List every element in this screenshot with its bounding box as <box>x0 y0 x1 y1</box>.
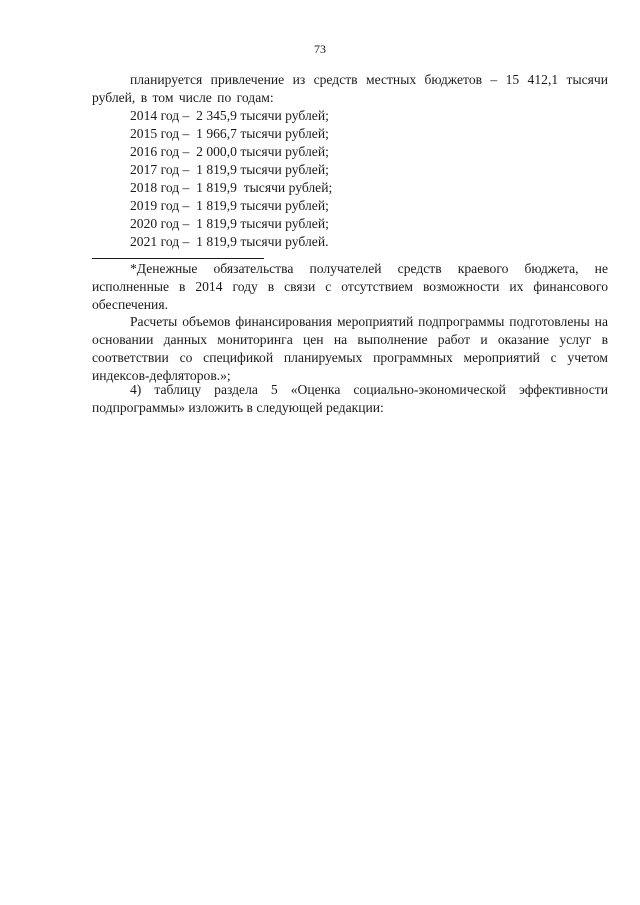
year-item-2015: 2015 год – 1 966,7 тысячи рублей; <box>130 126 329 141</box>
footnote-paragraph: *Денежные обязательства получателей средств краевого бюджета, не исполненные в 2014 году в связи с отсутствием возможности их финансового обеспечения. <box>92 261 608 312</box>
year-item-2019: 2019 год – 1 819,9 тысячи рублей; <box>130 198 329 213</box>
year-item-2014: 2014 год – 2 345,9 тысячи рублей; <box>130 108 329 123</box>
year-item-2016: 2016 год – 2 000,0 тысячи рублей; <box>130 144 329 159</box>
footnote-divider <box>92 258 264 259</box>
page-number: 73 <box>314 42 326 56</box>
intro-paragraph: планируется привлечение из средств местных бюджетов – 15 412,1 тысячи рублей, в том числе по годам: <box>92 72 608 105</box>
year-funding-list <box>130 107 332 251</box>
year-item-2017: 2017 год – 1 819,9 тысячи рублей; <box>130 162 329 177</box>
year-item-2021: 2021 год – 1 819,9 тысячи рублей. <box>130 234 329 249</box>
item-4-paragraph: 4) таблицу раздела 5 «Оценка социально-экономической эффективности подпрограммы» изложить в следующей редакции: <box>92 382 608 415</box>
year-item-2018: 2018 год – 1 819,9 тысячи рублей; <box>130 180 333 195</box>
year-item-2020: 2020 год – 1 819,9 тысячи рублей; <box>130 216 329 231</box>
calculation-paragraph: Расчеты объемов финансирования мероприятий подпрограммы подготовлены на основании данных мониторинга цен на выполнение работ и оказание услуг в соответствии со спецификой планируемых программных мероприятий с учетом индексов-дефляторов.»; <box>92 314 608 383</box>
